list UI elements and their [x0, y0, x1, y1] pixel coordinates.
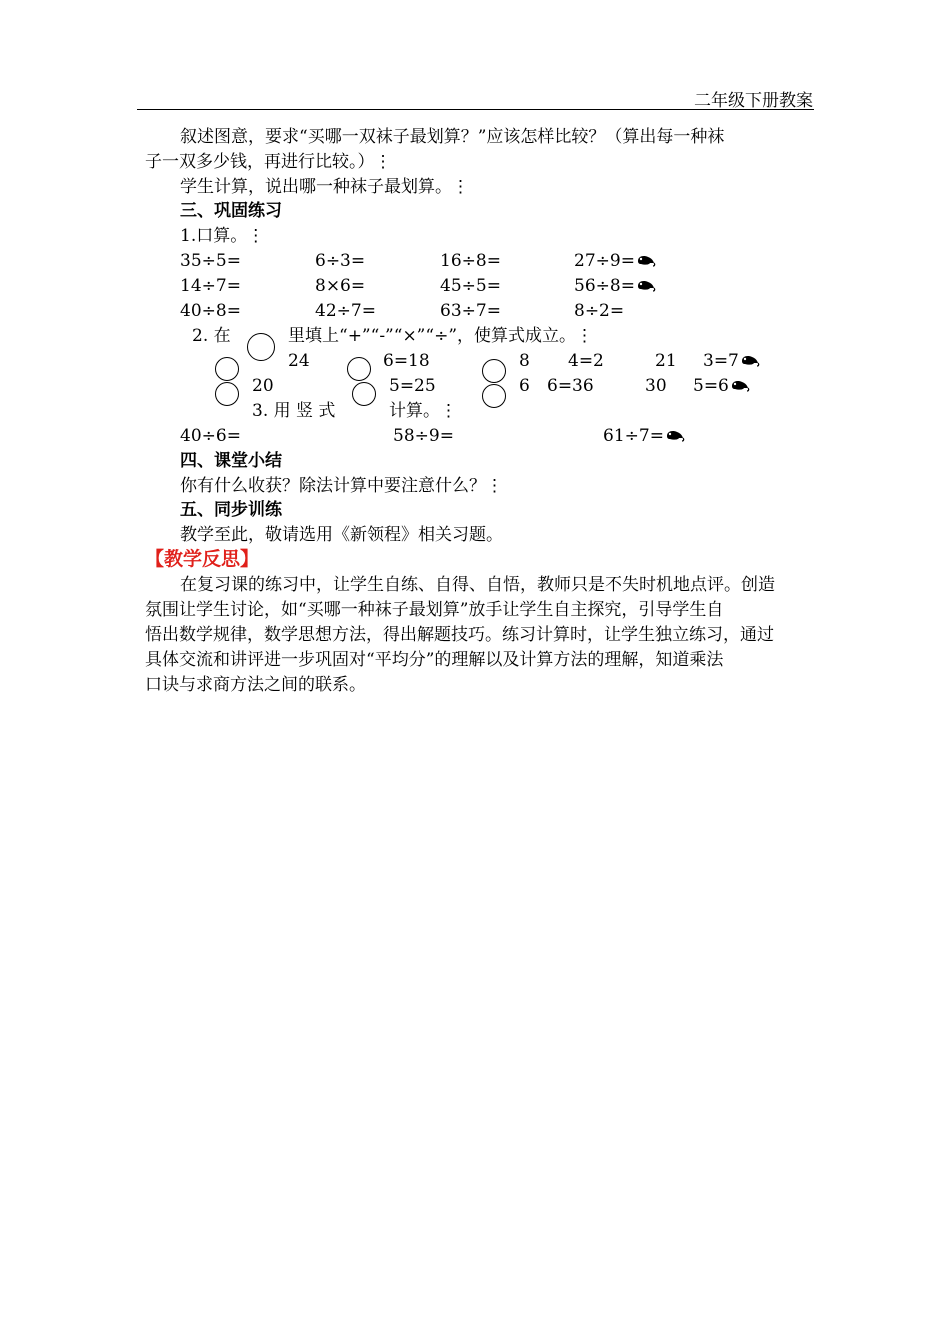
blank-circle-icon: [347, 357, 371, 381]
blank-circle-icon: [215, 357, 239, 381]
reflection-line: 具体交流和讲评进一步巩固对“平均分”的理解以及计算方法的理解，知道乘法: [145, 650, 724, 670]
q2-item: 30: [645, 376, 667, 396]
q2-item: 6=18: [383, 351, 430, 371]
mouse-icon: [665, 425, 685, 449]
q2-label-b: 里填上“+”“-”“×”“÷”，使算式成立。⋮: [288, 326, 594, 346]
q1-item: 56÷8=: [574, 276, 635, 296]
q3-item: 61÷7=: [603, 426, 664, 446]
mouse-icon: [636, 250, 656, 274]
reflection-line: 氛围让学生讨论，如“买哪一种袜子最划算”放手让学生自主探究，引导学生自: [145, 600, 724, 620]
intro-line-2: 子一双多少钱，再进行比较。）⋮: [145, 152, 392, 172]
q3-label-b: 计算。⋮: [389, 401, 457, 421]
q2-item: 8: [519, 351, 530, 371]
q3-item: 40÷6=: [180, 426, 241, 446]
q3-label-a: 3. 用 竖 式: [252, 401, 336, 421]
q3-item-with-mark: [603, 424, 685, 449]
section-4-heading: 四、课堂小结: [180, 451, 282, 471]
blank-circle-icon: [352, 382, 376, 406]
intro-line-3: 学生计算，说出哪一种袜子最划算。⋮: [180, 177, 469, 197]
q1-item: 45÷5=: [440, 276, 501, 296]
section-5-text: 教学至此，敬请选用《新领程》相关习题。: [180, 525, 503, 545]
section-3-heading: 三、巩固练习: [180, 201, 282, 221]
q2-item: 5=25: [389, 376, 436, 396]
reflection-heading: 【教学反思】: [145, 548, 260, 570]
q2-item: 24: [288, 351, 310, 371]
section-5-heading: 五、同步训练: [180, 500, 282, 520]
q2-item-with-mark: [703, 349, 760, 374]
reflection-line: 口诀与求商方法之间的联系。: [145, 675, 366, 695]
blank-circle-icon: [247, 333, 275, 361]
q1-item: 40÷8=: [180, 301, 241, 321]
intro-line-1: 叙述图意，要求“买哪一双袜子最划算？”应该怎样比较？（算出每一种袜: [180, 127, 725, 147]
q1-item: 27÷9=: [574, 251, 635, 271]
q1-item: 14÷7=: [180, 276, 241, 296]
reflection-line: 在复习课的练习中，让学生自练、自得、自悟，教师只是不失时机地点评。创造: [180, 575, 775, 595]
q2-item: 21: [655, 351, 677, 371]
mouse-icon: [730, 375, 750, 399]
reflection-line: 悟出数学规律，数学思想方法，得出解题技巧。练习计算时，让学生独立练习，通过: [145, 625, 774, 645]
q2-item: 5=6: [693, 376, 729, 396]
q1-item: 16÷8=: [440, 251, 501, 271]
q1-item: 6÷3=: [315, 251, 366, 271]
header-divider: [137, 109, 814, 110]
q1-item: 8÷2=: [574, 301, 625, 321]
q2-item: 20: [252, 376, 274, 396]
q1-item-with-mark: [574, 274, 656, 299]
blank-circle-icon: [482, 384, 506, 408]
document-header-title: 二年级下册教案: [694, 91, 813, 111]
q3-item: 58÷9=: [393, 426, 454, 446]
blank-circle-icon: [215, 382, 239, 406]
q1-item: 63÷7=: [440, 301, 501, 321]
q1-item: 8×6=: [315, 276, 366, 296]
mouse-icon: [740, 350, 760, 374]
q1-item: 35÷5=: [180, 251, 241, 271]
q2-item: 3=7: [703, 351, 739, 371]
q2-item-with-mark: [693, 374, 750, 399]
q1-item: 42÷7=: [315, 301, 376, 321]
q2-item: 6=36: [547, 376, 594, 396]
q1-label: 1.口算。⋮: [180, 226, 265, 246]
q2-item: 4=2: [568, 351, 604, 371]
blank-circle-icon: [482, 359, 506, 383]
q2-item: 6: [519, 376, 530, 396]
q1-item-with-mark: [574, 249, 656, 274]
mouse-icon: [636, 275, 656, 299]
q2-label-a: 2. 在: [192, 326, 231, 346]
section-4-text: 你有什么收获？除法计算中要注意什么？⋮: [180, 476, 503, 496]
